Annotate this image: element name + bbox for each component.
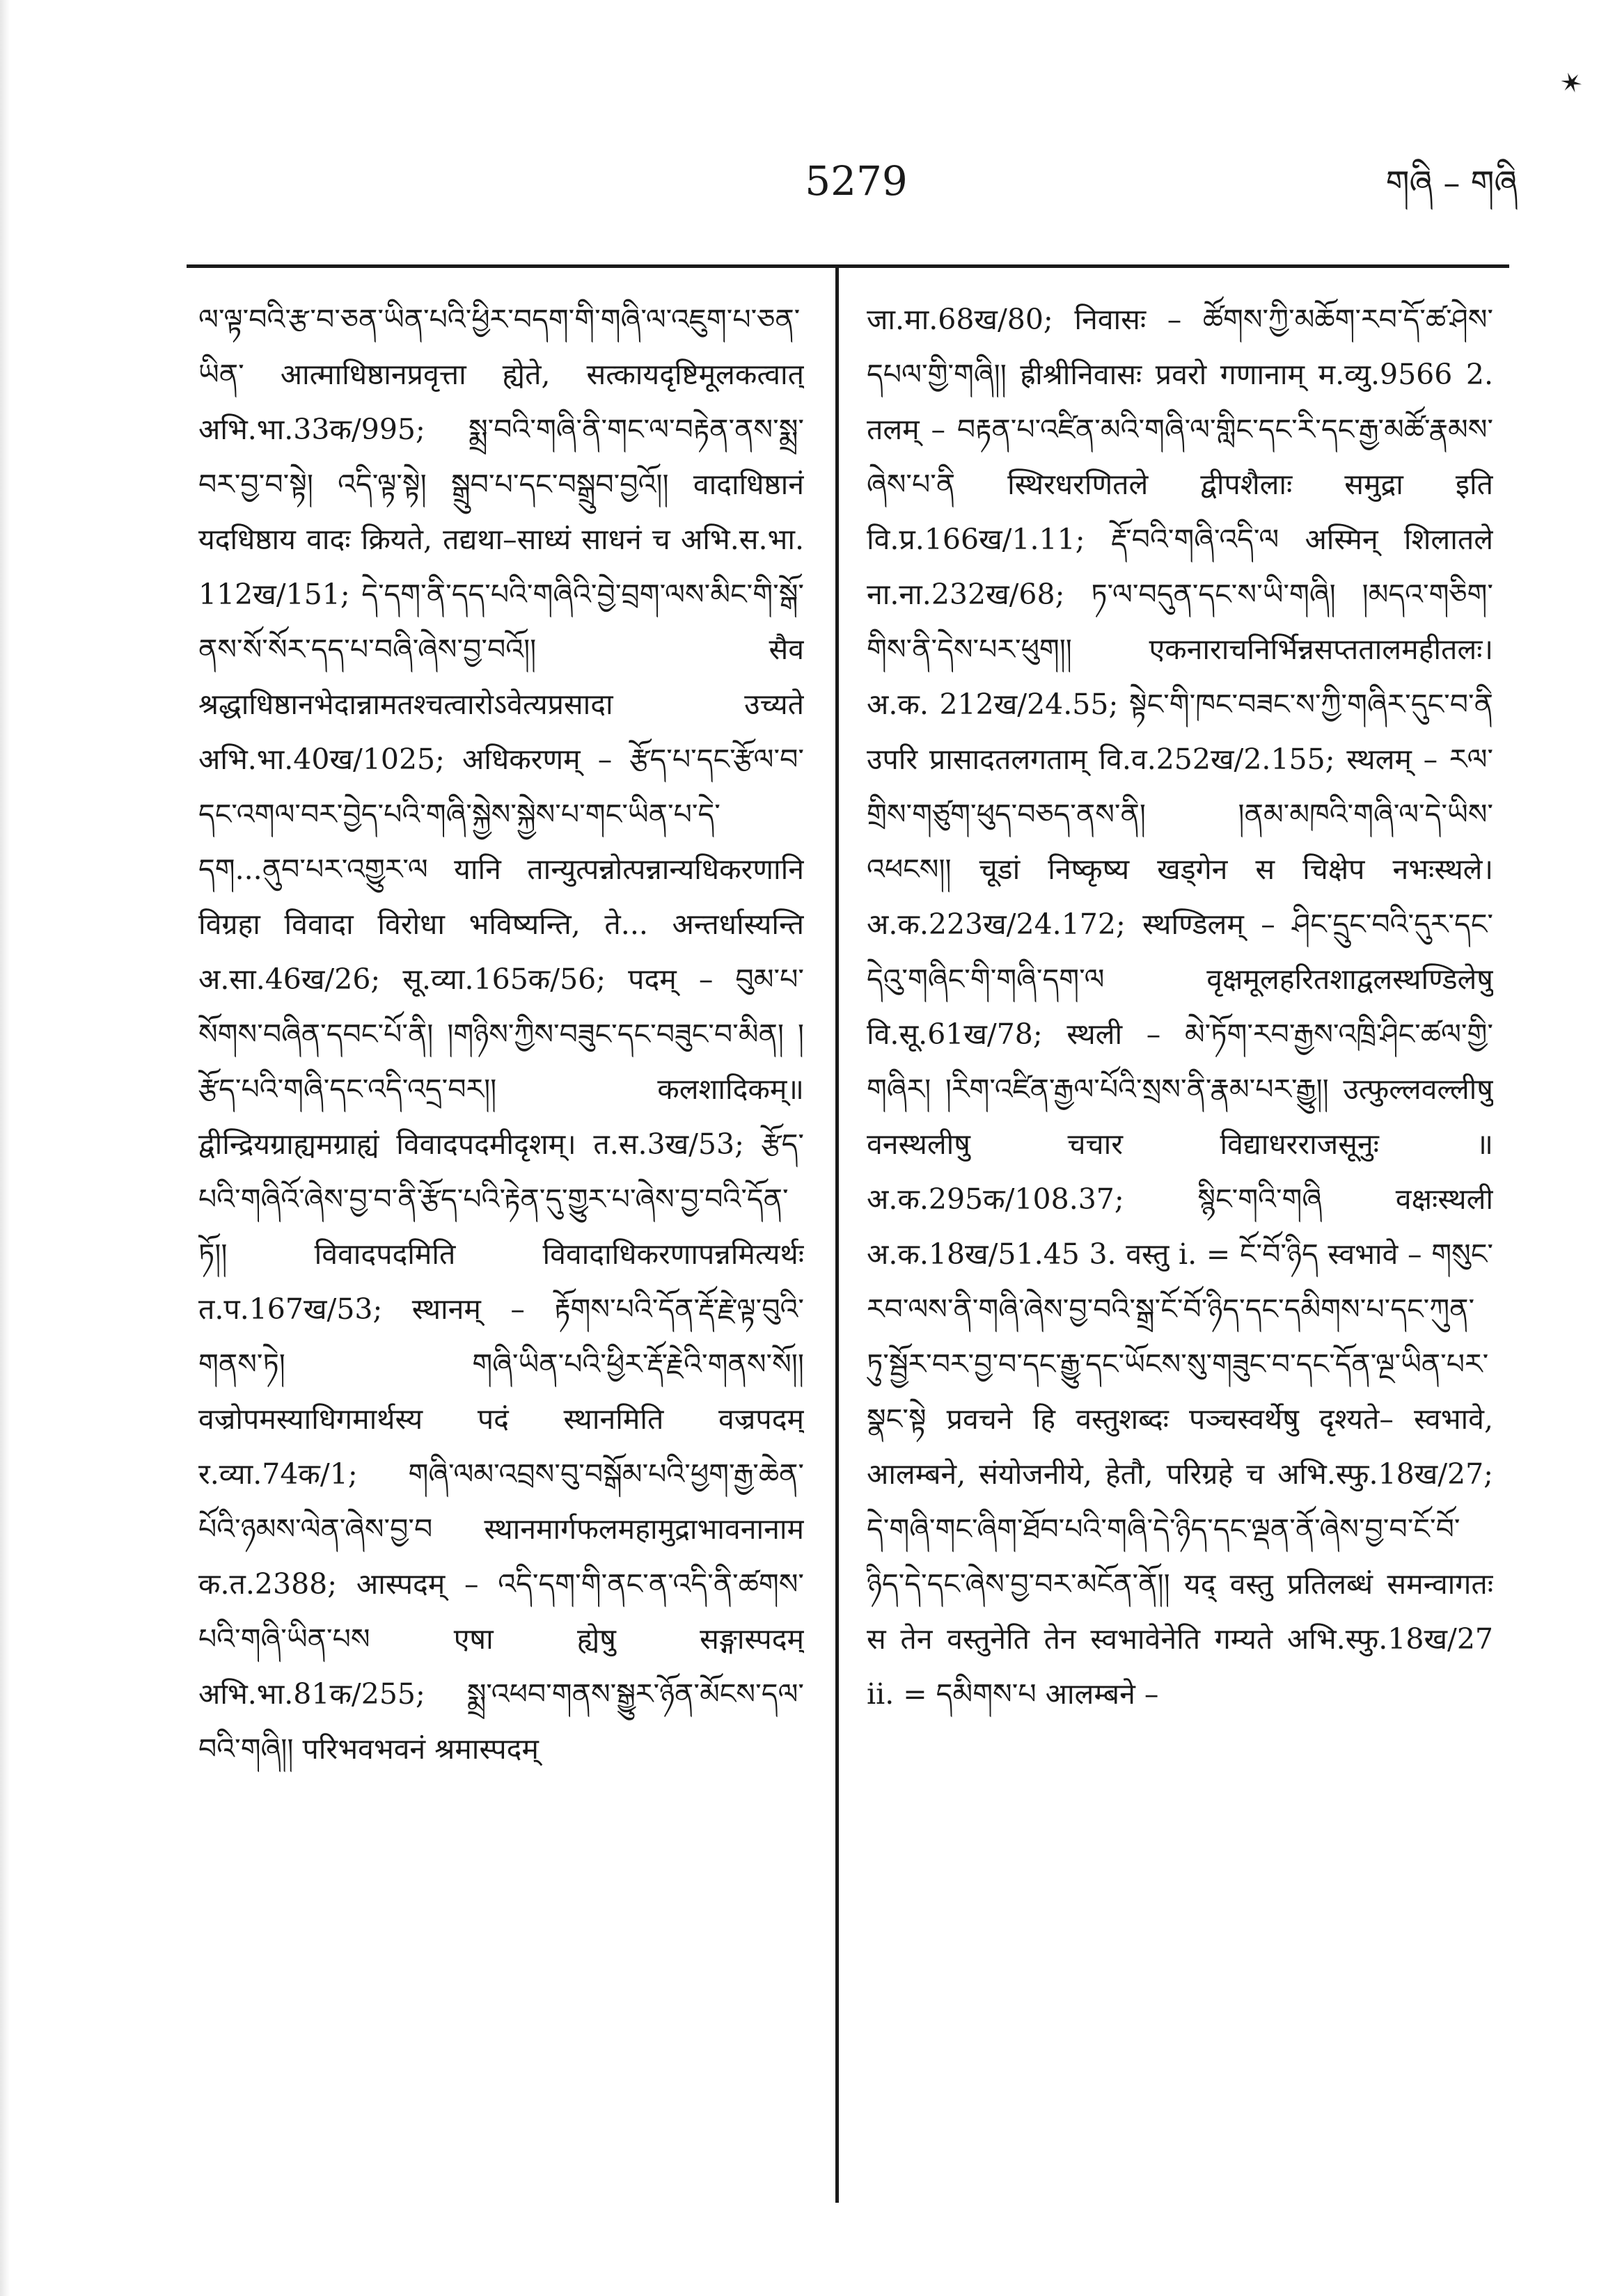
running-head: གཞི – གཞི [1385,164,1518,203]
page-number: 5279 [805,157,908,205]
right-column-text: जा.मा.68ख/80; निवासः – ཚོགས་ཀྱི་མཆོག་རབ་དོ་ཚ་ཤེས་དཔལ་གྱི་གཞི།། ह्रीश्रीनिवासः प्रवरो गणानाम् म.व्यु.9566 2. तलम् – བརྟན་པ་འཛིན་མའི་གཞི་ལ་གླིང་དང་རི་དང་རྒྱ་མཚོ་རྣམས་ཞེས་པ་ནི स्थिरधरणितले द्वीपशैलाः समुद्रा इति वि.प्र.166ख/1.11; རྡོ་བའི་གཞི་འདི་ལ अस्मिन् शिलातले ना.ना.232ख/68; ཏ་ལ་བདུན་དང་ས་ཡི་གཞི། །མདའ་གཅིག་གིས་ནི་དེས་པར་ཕུག།། एकनाराचनिर्भिन्नसप्ततालमहीतलः। अ.क. 212ख/24.55; སྟེང་གི་ཁང་བཟང་ས་ཀྱི་གཞིར་དུང་བ་ནི उपरि प्रासादतलगताम् वि.व.252ख/2.155; स्थलम् – རལ་གྲིས་གཙུག་ཕུད་བཅད་ནས་ནི། །ནམ་མཁའི་གཞི་ལ་དེ་ཡིས་འཕངས།། चूडां निष्कृष्य खड्गेन स चिक्षेप नभःस्थले। अ.क.223ख/24.172; स्थण्डिलम् – ཤིང་དྲུང་བའི་དུར་དང་དེའུ་གཞིང་གི་གཞི་དག་ལ वृक्षमूलहरितशाद्वलस्थण्डिलेषु वि.सू.61ख/78; स्थली – མེ་ཏོག་རབ་རྒྱས་འཁྲི་ཤིང་ཚལ་གྱི་གཞིར། །རིག་འཛིན་རྒྱལ་པོའི་སྲས་ནི་རྣམ་པར་རྒྱུ།། उत्फुल्लवल्लीषु वनस्थलीषु चचार विद्याधरराजसूनुः ॥ अ.क.295क/108.37; སྙིང་གའི་གཞི वक्षःस्थली अ.क.18ख/51.45 3. वस्तु i. = ངོ་བོ་ཉིད स्वभावे – གསུང་རབ་ལས་ནི་གཞི་ཞེས་བྱ་བའི་སྒྲ་ངོ་བོ་ཉིད་དང་དམིགས་པ་དང་ཀུན་ཏུ་སྦྱོར་བར་བྱ་བ་དང་རྒྱུ་དང་ཡོངས་སུ་གཟུང་བ་དང་དོན་ལྔ་ཡིན་པར་སྣང་སྟེ प्रवचने हि वस्तुशब्दः पञ्चस्वर्थेषु दृश्यते– स्वभावे, आलम्बने, संयोजनीये, हेतौ, परिग्रहे च अभि.स्फु.18ख/27; དེ་གཞི་གང་ཞིག་ཐོབ་པའི་གཞི་དེ་ཉིད་དང་ལྡན་ནོ་ཞེས་བྱ་བ་ངོ་བོ་ཉིད་དེ་དང་ཞེས་བྱ་བར་མངོན་ནོ།། यद् वस्तु प्रतिलब्धं समन्वागतः स तेन वस्तुनेति तेन स्वभावेनेति गम्यते अभि.स्फु.18ख/27 ii. = དམིགས་པ आलम्बने – [867,303,1493,1711]
left-column [198,292,804,2199]
left-column-text: ལ་ལྟ་བའི་རྩ་བ་ཅན་ཡིན་པའི་ཕྱིར་བདག་གི་གཞི་ལ་འཇུག་པ་ཅན་ཡིན་ आत्माधिष्ठानप्रवृत्ता ह्येते, सत्कायदृष्टिमूलकत्वात् अभि.भा.33क/995; སྨྲ་བའི་གཞི་ནི་གང་ལ་བརྟེན་ནས་སྨྲ་བར་བྱ་བ་སྟེ། འདི་ལྟ་སྟེ། སྒྲུབ་པ་དང་བསྒྲུབ་བྱའོ།། वादाधिष्ठानं यदधिष्ठाय वादः क्रियते, तद्यथा–साध्यं साधनं च अभि.स.भा. 112ख/151; དེ་དག་ནི་དད་པའི་གཞིའི་བྱེ་བྲག་ལས་མིང་གི་སྒོ་ནས་སོ་སོར་དད་པ་བཞི་ཞེས་བྱ་བའོ།། सैव श्रद्धाधिष्ठानभेदान्नामतश्चत्वारोऽवेत्यप्रसादा उच्यते अभि.भा.40ख/1025; अधिकरणम् – རྩོད་པ་དང་རྩོལ་བ་དང་འགལ་བར་བྱེད་པའི་གཞི་སྐྱེས་སྐྱེས་པ་གང་ཡིན་པ་དེ་དག...ནུབ་པར་འགྱུར་ལ यानि तान्युत्पन्नोत्पन्नान्यधिकरणानि विग्रहा विवादा विरोधा भविष्यन्ति, ते... अन्तर्धास्यन्ति अ.सा.46ख/26; सू.व्या.165क/56; पदम् – བུམ་པ་སོགས་བཞིན་དབང་པོ་ནི། །གཉིས་ཀྱིས་བཟུང་དང་བཟུང་བ་མིན། །རྩོད་པའི་གཞི་དང་འདི་འདྲ་བར།། कलशादिकम्॥ द्वीन्द्रियग्राह्यमग्राह्यं विवादपदमीदृशम्। त.स.3ख/53; རྩོད་པའི་གཞིའོ་ཞེས་བྱ་བ་ནི་རྩོད་པའི་རྟེན་དུ་གྱུར་པ་ཞེས་བྱ་བའི་དོན་ཏོ།། विवादपदमिति विवादाधिकरणापन्नमित्यर्थः त.प.167ख/53; स्थानम् – རྟོགས་པའི་དོན་རྡོ་རྗེ་ལྟ་བུའི་གནས་ཏེ། གཞི་ཡིན་པའི་ཕྱིར་རྡོ་རྗེའི་གནས་སོ།། वज्रोपमस्याधिगमार्थस्य पदं स्थानमिति वज्रपदम् र.व्या.74क/1; གཞི་ལམ་འབྲས་བུ་བསྒོམ་པའི་ཕྱག་རྒྱ་ཆེན་པོའི་ཉམས་ལེན་ཞེས་བྱ་བ स्थानमार्गफलमहामुद्राभावनानाम क.त.2388; आस्पदम् – འདི་དག་གི་ནང་ན་འདི་ནི་ཚགས་པའི་གཞི་ཡིན་པས एषा ह्येषु सङ्गास्पदम् अभि.भा.81क/255; སྨྲ་འཕབ་གནས་སྒྱུར་ཉོན་མོངས་དལ་བའི་གཞི།། परिभवभवनं श्रमास्पदम् [198,303,804,1766]
right-column [867,292,1493,2199]
scan-edge-shadow [0,0,10,2296]
column-divider [835,268,839,2203]
header-rule [187,264,1509,268]
corner-mark: ✶ [1555,64,1589,103]
